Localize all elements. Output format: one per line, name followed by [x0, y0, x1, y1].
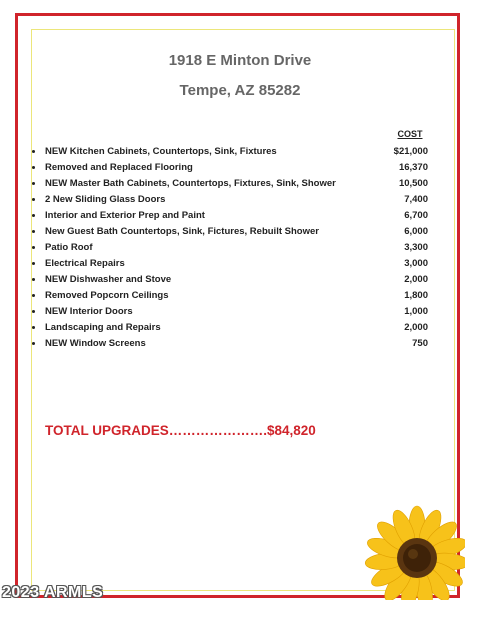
item-cost: 3,000 [404, 258, 428, 269]
total-upgrades: TOTAL UPGRADES………………….$84,820 [45, 423, 316, 438]
item-label: NEW Window Screens [45, 338, 146, 349]
sunflower-image [355, 500, 465, 600]
list-item [30, 337, 430, 353]
bullet-icon [32, 278, 35, 281]
list-item [30, 193, 430, 209]
item-cost: $21,000 [393, 146, 428, 157]
item-label: Interior and Exterior Prep and Paint [45, 210, 205, 221]
address-city: Tempe, AZ 85282 [179, 82, 301, 99]
item-label: NEW Kitchen Cabinets, Countertops, Sink, Fixtures [45, 146, 277, 157]
list-item [30, 241, 430, 257]
bullet-icon [32, 294, 35, 297]
list-item [30, 209, 430, 225]
item-cost: 2,000 [404, 274, 428, 285]
item-label: Electrical Repairs [45, 258, 125, 269]
item-cost: 10,500 [398, 178, 428, 189]
bullet-icon [32, 326, 35, 329]
bullet-icon [32, 198, 35, 201]
list-item [30, 177, 430, 193]
item-cost: 6,000 [404, 226, 428, 237]
bullet-icon [32, 182, 35, 185]
item-label: Removed and Replaced Flooring [45, 162, 193, 173]
item-label: NEW Dishwasher and Stove [45, 274, 172, 285]
bullet-icon [32, 310, 35, 313]
item-cost: 7,400 [404, 194, 428, 205]
bullet-icon [32, 342, 35, 345]
list-item [30, 161, 430, 177]
bullet-icon [32, 246, 35, 249]
item-label: New Guest Bath Countertops, Sink, Fictures, Rebuilt Shower [45, 226, 319, 237]
item-cost: 16,370 [398, 162, 428, 173]
list-item [30, 145, 430, 161]
list-item [30, 321, 430, 337]
item-label: Removed Popcorn Ceilings [45, 290, 169, 301]
item-cost: 2,000 [404, 322, 428, 333]
item-cost: 1,800 [404, 290, 428, 301]
bullet-icon [32, 166, 35, 169]
item-cost: 3,300 [404, 242, 428, 253]
item-cost: 750 [412, 338, 428, 349]
bullet-icon [32, 214, 35, 217]
item-label: Patio Roof [45, 242, 93, 253]
item-label: NEW Interior Doors [45, 306, 133, 317]
item-cost: 6,700 [404, 210, 428, 221]
list-item [30, 289, 430, 305]
list-item [30, 305, 430, 321]
item-label: Landscaping and Repairs [45, 322, 161, 333]
list-item [30, 225, 430, 241]
item-cost: 1,000 [404, 306, 428, 317]
list-item [30, 273, 430, 289]
bullet-icon [32, 150, 35, 153]
item-label: NEW Master Bath Cabinets, Countertops, Fixtures, Sink, Shower [45, 178, 336, 189]
item-label: 2 New Sliding Glass Doors [45, 194, 166, 205]
bullet-icon [32, 230, 35, 233]
bullet-icon [32, 262, 35, 265]
copyright-watermark: 2023 ARMLS [2, 584, 104, 601]
list-item [30, 257, 430, 273]
upgrade-list [30, 145, 430, 353]
cost-column-header: COST [397, 129, 423, 139]
address-street: 1918 E Minton Drive [168, 52, 312, 69]
